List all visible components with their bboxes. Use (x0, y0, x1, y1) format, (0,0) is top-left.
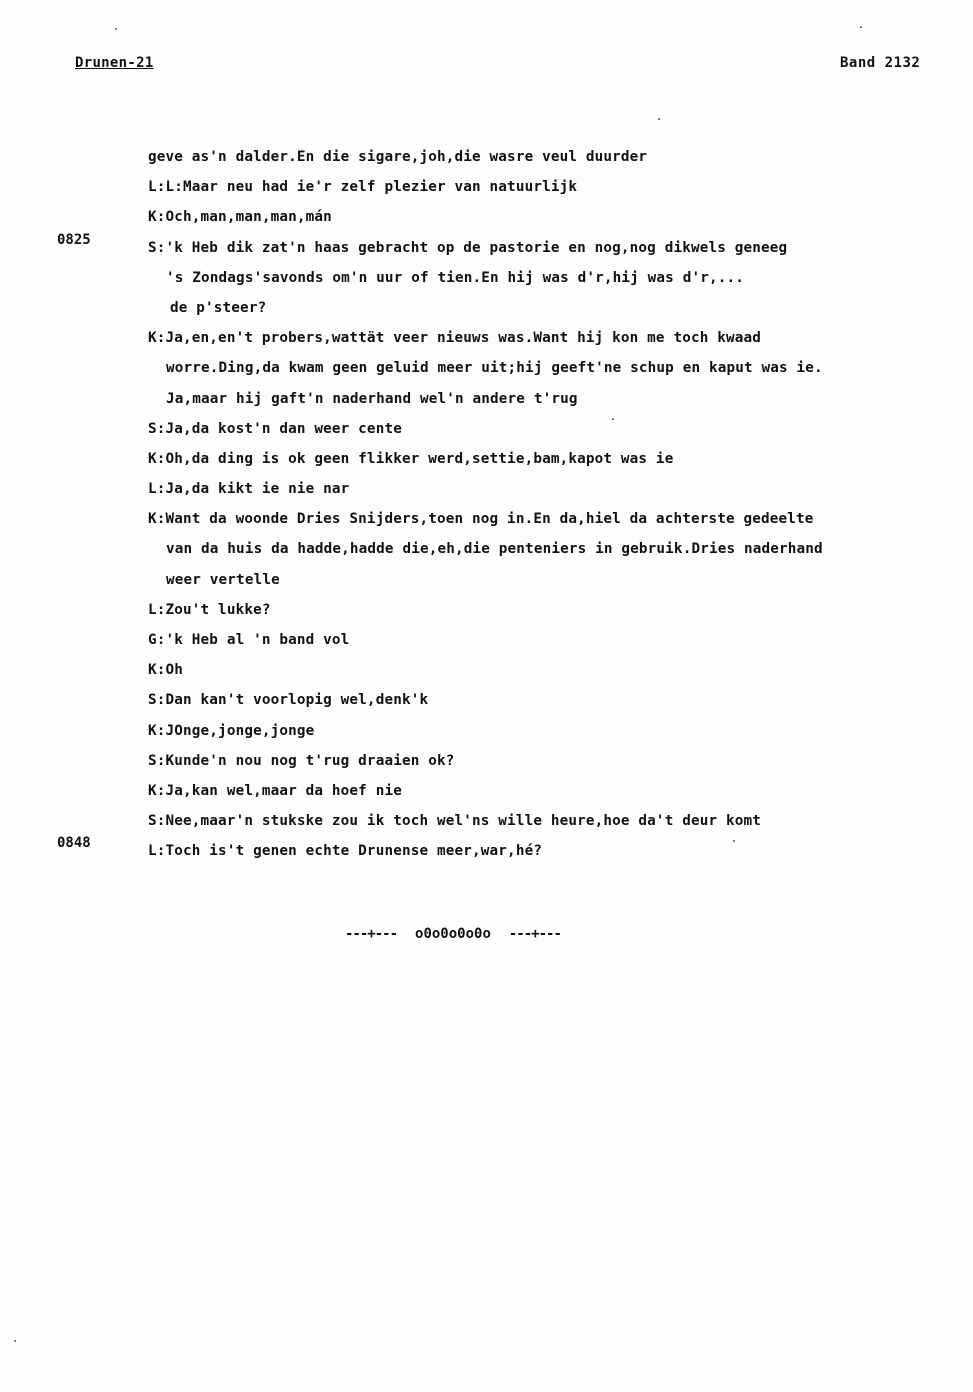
transcript-line: K:Ja,en,en't probers,wattät veer nieuws was.Want hij kon me toch kwaad (148, 330, 762, 347)
transcript-line: S:Dan kan't voorlopig wel,denk'k (148, 692, 429, 709)
transcript-line: K:Oh (148, 662, 184, 679)
footer-rule-left: ---+--- (345, 926, 398, 942)
transcript-line: L:L:Maar neu had ie'r zelf plezier van natuurlijk (148, 179, 578, 196)
transcript-line: van da huis da hadde,hadde die,eh,die penteniers in gebruik.Dries naderhand (166, 541, 823, 558)
transcript-line: L:Zou't lukke? (148, 601, 271, 618)
transcript-line: K:Want da woonde Dries Snijders,toen nog in.En da,hiel da achterste gedeelte (148, 511, 814, 528)
transcript-line: L:Ja,da kikt ie nie nar (148, 481, 350, 498)
transcript-line: de p'steer? (170, 299, 267, 316)
transcript-line: S:'k Heb dik zat'n haas gebracht op de pastorie en nog,nog dikwels geneeg (148, 239, 788, 256)
scan-speck (658, 118, 660, 120)
footer-rule-right: ---+--- (508, 926, 561, 942)
transcript-line: 's Zondags'savonds om'n uur of tien.En hij was d'r,hij was d'r,... (166, 269, 744, 286)
margin-timestamp: 0848 (57, 835, 91, 851)
scan-speck (733, 840, 735, 842)
transcript-line: L:Toch is't genen echte Drunense meer,war,hé? (148, 843, 543, 860)
transcript-line: S:Kunde'n nou nog t'rug draaien ok? (148, 752, 455, 769)
transcript-line: Ja,maar hij gaft'n naderhand wel'n andere t'rug (166, 390, 578, 407)
transcript-line: K:Ja,kan wel,maar da hoef nie (148, 782, 402, 799)
transcript-line: weer vertelle (166, 571, 280, 588)
scan-speck (115, 28, 117, 30)
end-of-transcript-mark (345, 926, 561, 942)
transcript-line: worre.Ding,da kwam geen geluid meer uit;hij geeft'ne schup en kaput was ie. (166, 360, 823, 377)
transcript-body (148, 146, 948, 871)
transcript-line: S:Ja,da kost'n dan weer cente (148, 420, 402, 437)
margin-timestamp: 0825 (57, 232, 91, 248)
header-location: Drunen-21 (75, 55, 154, 71)
transcript-line: geve as'n dalder.En die sigare,joh,die wasre veul duurder (148, 149, 648, 165)
transcript-line: S:Nee,maar'n stukske zou ik toch wel'ns wille heure,hoe da't deur komt (148, 813, 762, 830)
transcript-line: K:Oh,da ding is ok geen flikker werd,settie,bam,kapot was ie (148, 450, 674, 467)
footer-mark-text: o0o0o0o0o (415, 926, 491, 942)
scan-speck (14, 1340, 16, 1342)
transcript-line: K:Och,man,man,man,mán (148, 209, 332, 226)
scan-speck (860, 26, 862, 28)
scan-speck (612, 418, 614, 420)
header-band-number: Band 2132 (840, 55, 921, 71)
transcript-line: G:'k Heb al 'n band vol (148, 632, 350, 648)
transcript-line: K:JOnge,jonge,jonge (148, 722, 315, 739)
